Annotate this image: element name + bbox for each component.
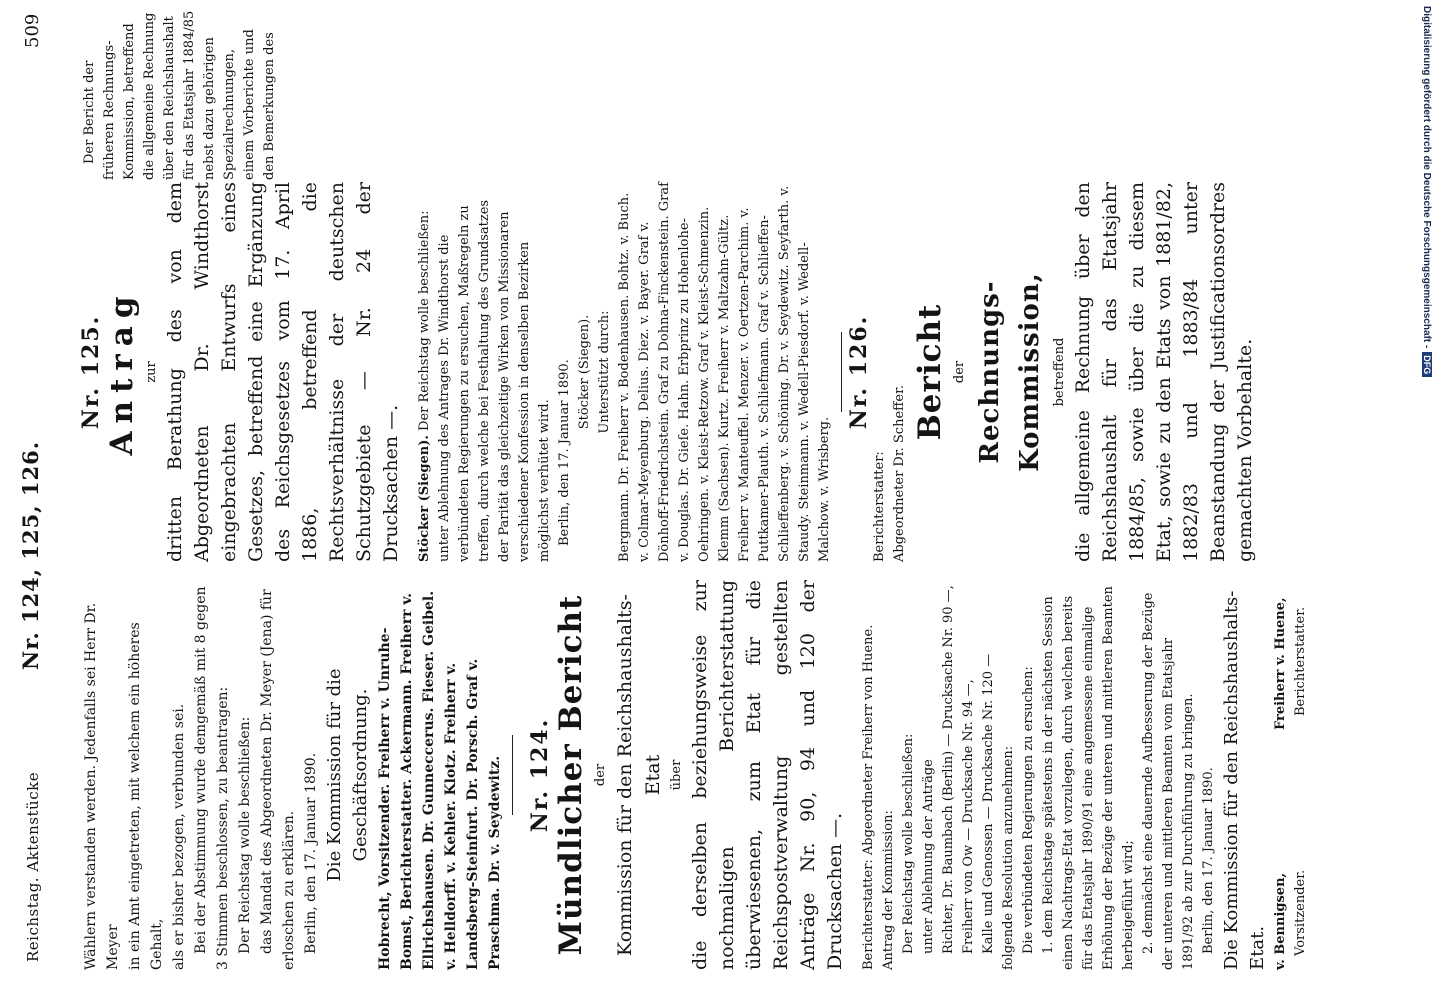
antrag-item: Die verbündeten Regierungen zu ersuchen: xyxy=(1021,666,1036,954)
commission-members: Hobrecht, Vorsitzender. Freiherr v. Unruhe-Bomst, Berichterstatter. Ackermann. Freiherr v. Ellrichshausen. Dr. Gunneccerus. Fieser. Geibel. v. Helldorff. v. Kehler. Klotz. Freiherr v. Landsberg-Steinfurt. Dr. Porsch. Graf v. Praschma. Dr. v. Seydewitz. xyxy=(377,590,503,970)
vote-paragraph: Bei der Abstimmung wurde demgemäß mit 8 gegen 3 Stimmen beschlossen, zu beantragen: xyxy=(193,586,231,970)
separator-rule xyxy=(512,735,513,815)
reporter-name: Freiherr v. Huene, xyxy=(1273,597,1288,730)
dfg-text: Digitalisierung gefördert durch die Deutsche Forschungsgemeinschaft - xyxy=(1421,6,1432,349)
zur-125: zur xyxy=(144,361,159,383)
commission-126: Rechnungs-Kommission, xyxy=(975,272,1045,472)
commission-sign-124: Die Kommission für den Reichshaushalts-Etat. xyxy=(1221,590,1268,970)
reporter-126-name: Abgeordneter Dr. Scheffer. xyxy=(892,385,907,562)
intro-line-3: als er bisher bezogen, verbunden sei. xyxy=(171,703,187,970)
antrag-label: Antrag der Kommission: xyxy=(881,810,896,970)
signature-block xyxy=(1271,580,1315,970)
column-left xyxy=(80,580,1315,970)
dfg-badge: DFG xyxy=(1422,352,1432,377)
ueber-124: über xyxy=(669,759,684,791)
subject-124: die derselben beziehungsweise zur nochmaligen Berichterstattung überwiesenen, zum Etat für die Reichspostverwaltung gestellten Anträge Nr. 90, 94 und 120 der Drucksachen —. xyxy=(689,580,846,970)
motion-125-text: Der Reichstag wolle beschließen: unter Ablehnung des Antrages Dr. Windthorst die verbündeten Regierungen zu ersuchen, Maßregeln zu treffen, durch welche bei Festhaltung des Grundsatzes der Parität das gleichzeitige Wirken von Missionaren verschiedener Konfession in denselben Bezirken möglichst verhütet wird. xyxy=(417,199,552,562)
title-126: Bericht xyxy=(912,303,948,441)
chair-name: v. Bennigsen, xyxy=(1273,872,1288,970)
motion-lead: Der Reichstag wolle beschließen: xyxy=(237,716,253,954)
final-paragraph: Der Bericht der früheren Rechnungs-Kommission, betreffend die allgemeine Rechnung über den Reichshaushalt für das Etatsjahr 1884/85 nebst dazu gehörigen Spezialrechnungen, einem Vorberichte und den Bemerkungen des xyxy=(82,10,277,180)
reporter-124: Berichterstatter: Abgeordneter Freiherr von Huene. xyxy=(861,624,876,970)
supported-label: Unterstützt durch: xyxy=(597,310,612,434)
reporter-126-label: Berichterstatter: xyxy=(872,451,887,562)
supporters-list: Bergmann. Dr. Freiherr v. Bodenhausen. Bohtz. v. Buch. v. Colmar-Meyenburg. Delius. Diez. v. Bayer. Graf v. Dönhoff-Friedrichstein. Graf zu Dohna-Finckenstein. Graf v. Douglas. Dr. Gieſe. Hahn. Erbprinz zu Hohenlohe-Oehringen. v. Kleist-Retzow. Graf v. Kleist-Schmenzin. Klemm (Sachsen). Kurtz. Freiherr v. Maltzahn-Gültz. Freiherr v. Manteuffel. Menzer. v. Oertzen-Parchim. v. Puttkamer-Plauth. v. Schliefmann. Graf v. Schlieffen-Schlieffenberg. v. Schöning. Dr. v. Seydewitz. Seyfarth. v. Staudy. Steinmann. v. Wedell-Piesdorf. v. Wedell-Malchow. v. Wrisberg. xyxy=(617,182,832,562)
subject-126: die allgemeine Rechnung über den Reichshaushalt für das Etatsjahr 1884/85, sowie über die zu diesem Etat, sowie zu den Etats von 1881/82, 1882/83 und 1883/84 unter Beanstandung der Justificationsordres gemachten Vorbehalte. xyxy=(1072,182,1256,562)
intro-line-2: in ein Amt eingetreten, mit welchem ein höheres Gehalt, xyxy=(127,622,165,970)
commission-title: Die Kommission für die Geschäftsordnung. xyxy=(324,668,371,882)
motion-text: das Mandat des Abgeordneten Dr. Meyer (Jena) für erloschen zu erklären. xyxy=(259,589,297,970)
motion-125 xyxy=(415,182,555,562)
betreffend-126: betreffend xyxy=(1052,337,1067,407)
dfg-watermark xyxy=(1416,4,1432,996)
der-124: der xyxy=(593,763,608,787)
commission-124: Kommission für den Reichshaushalts-Etat xyxy=(614,594,664,956)
date-125: Berlin, den 17. Januar 1890. xyxy=(557,359,572,546)
antrag-item: unter Ablehnung der Anträge xyxy=(921,759,936,954)
section-number-124: Nr. 124. xyxy=(527,717,553,833)
title-125: Antrag xyxy=(104,288,140,456)
antrag-lead: Der Reichstag wolle beschließen: xyxy=(901,733,916,954)
column-right xyxy=(80,5,280,180)
intro-line-1: Wählern verstanden werden. Jedenfalls sei Herr Dr. Meyer xyxy=(83,602,121,970)
mover-125: Stöcker (Siegen). xyxy=(417,435,432,562)
separator-rule xyxy=(841,332,842,412)
date-line: Berlin, den 17. Januar 1890. xyxy=(303,752,319,954)
antrag-item: Richter, Dr. Baumbach (Berlin) — Drucksache Nr. 90 —, xyxy=(941,585,956,954)
section-number-125: Nr. 125. xyxy=(78,314,104,430)
antrag-item: 2. demnächst eine dauernde Aufbesserung der Bezüge der unteren und mittleren Beamten vom Etatsjahr 1891/92 ab zur Durchführung zu bringen. xyxy=(1141,592,1196,970)
signer-125: Stöcker (Siegen). xyxy=(577,314,592,430)
antrag-item: Kalle und Genossen — Drucksache Nr. 120 — xyxy=(981,653,996,954)
antrag-item: 1. dem Reichstage spätestens in der nächsten Session einen Nachtrags-Etat vorzulegen, durch welchen bereits für das Etatsjahr 1890/91 eine angemessene einmalige Erhöhung der Bezüge der unteren und mittleren Beamten herbeigeführt wird; xyxy=(1041,586,1136,970)
column-middle xyxy=(80,182,1259,562)
header-left: Reichstag. Aktenstücke xyxy=(24,771,42,962)
page-number: 509 xyxy=(22,13,43,48)
reporter-role: Berichterstatter. xyxy=(1293,606,1308,716)
title-124: Mündlicher Bericht xyxy=(553,594,589,956)
running-header xyxy=(18,0,52,1000)
chair-role: Vorsitzender. xyxy=(1293,869,1308,956)
antrag-item: Freiherr von Ow — Drucksache Nr. 94 —, xyxy=(961,679,976,954)
header-numbers: Nr. 124, 125, 126. xyxy=(18,440,43,670)
antrag-item: folgende Resolution anzunehmen: xyxy=(1001,745,1016,970)
subject-125: dritten Berathung des von dem Abgeordneten Dr. Windthorst eingebrachten Entwurfs eines Gesetzes, betreffend eine Ergänzung des Reichsgesetzes vom 17. April 1886, betreffend die Rechtsverhältnisse der deutschen Schutzgebiete — Nr. 24 der Drucksachen —. xyxy=(164,182,402,562)
section-number-126: Nr. 126. xyxy=(846,314,872,430)
date-124: Berlin, den 17. Januar 1890. xyxy=(1201,767,1216,954)
der-126: der xyxy=(952,360,967,384)
